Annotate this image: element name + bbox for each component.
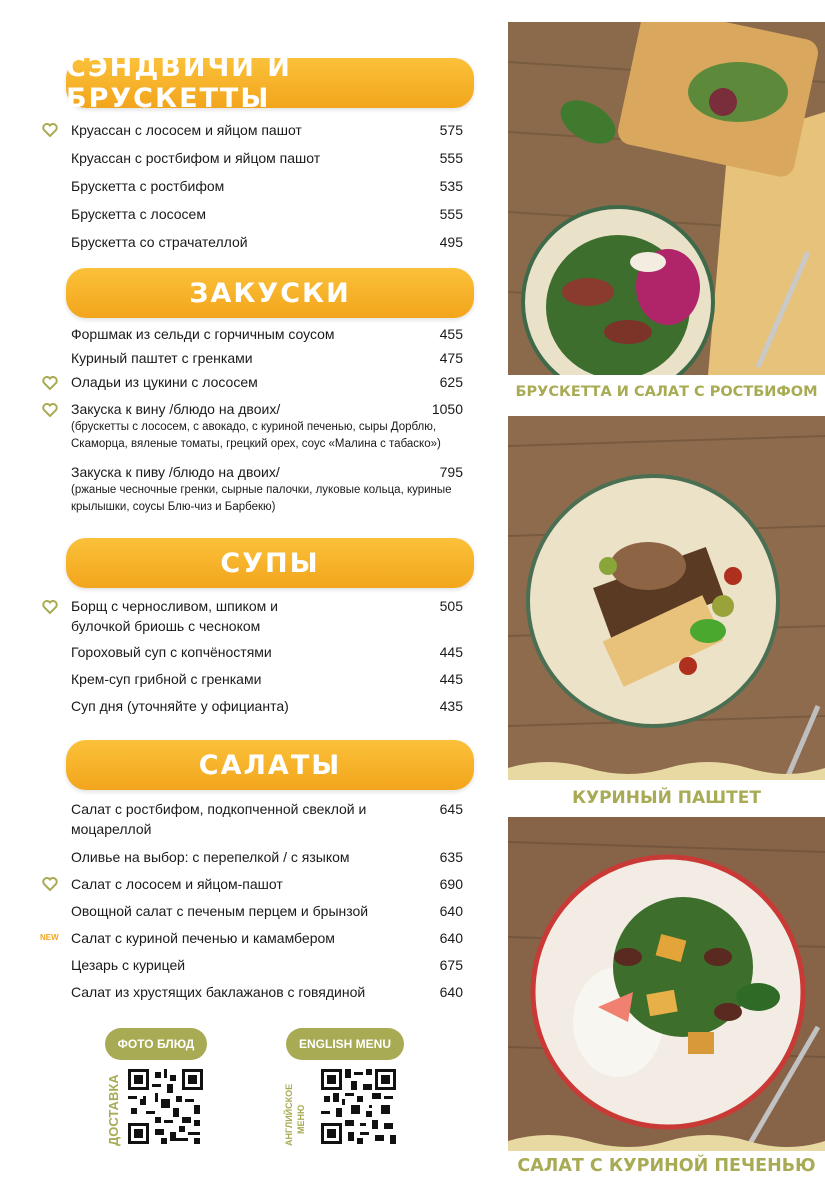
menu-item: Куриный паштет с гренками 475 [71, 350, 463, 366]
menu-item: Оладьи из цукини с лососем 625 [71, 374, 463, 390]
menu-item: Круассан с ростбифом и яйцом пашот 555 [71, 150, 463, 166]
menu-item: Салат с ростбифом, подкопченной свеклой и моцареллой 645 [71, 801, 463, 837]
menu-item: Салат с лососем и яйцом-пашот 690 [71, 876, 463, 892]
menu-item: Салат из хрустящих баклажанов с говядиной 640 [71, 984, 463, 1000]
menu-item: Овощной салат с печеным перцем и брынзой 640 [71, 903, 463, 919]
menu-item: Брускетта со страчателлой 495 [71, 234, 463, 250]
photo-menu-label: ФОТО БЛЮД [117, 1037, 195, 1051]
menu-item: Салат с куриной печенью и камамбером 640 [71, 930, 463, 946]
food-illustration [508, 817, 825, 1151]
heart-icon [42, 877, 58, 891]
food-illustration [508, 416, 825, 780]
section-header-soups [66, 538, 474, 588]
photo-chicken-pate [508, 416, 825, 780]
menu-item: Суп дня (уточняйте у официанта) 435 [71, 698, 463, 714]
section-title: ЗАКУСКИ [189, 277, 351, 309]
menu-item: Брускетта с лососем 555 [71, 206, 463, 222]
menu-item: Цезарь с курицей 675 [71, 957, 463, 973]
section-title: СЭНДВИЧИ И БРУСКЕТТЫ [66, 52, 292, 114]
heart-icon [42, 600, 58, 614]
english-menu-label: ENGLISH MENU [298, 1037, 391, 1051]
photo-menu-button[interactable] [105, 1028, 207, 1060]
english-vertical-label: АНГЛИЙСКОЕ МЕНЮ [284, 1083, 306, 1146]
photo-caption: КУРИНЫЙ ПАШТЕТ [572, 788, 761, 808]
photo-caption: САЛАТ С КУРИНОЙ ПЕЧЕНЬЮ [517, 1156, 816, 1176]
heart-icon [42, 376, 58, 390]
photo-caption: БРУСКЕТТА И САЛАТ С РОСТБИФОМ [515, 384, 818, 400]
delivery-vertical-label: ДОСТАВКА [106, 1074, 121, 1146]
qr-code-photo[interactable] [128, 1069, 203, 1144]
menu-item: Форшмак из сельди с горчичным соусом 455 [71, 326, 463, 342]
menu-item: Оливье на выбор: с перепелкой / с языком 635 [71, 849, 463, 865]
menu-item: Закуска к пиву /блюдо на двоих/ 795 (ржаные чесночные гренки, сырные палочки, луковые кольца, куриные крылышки, соусы Блю-чиз и Барбекю) [71, 464, 463, 513]
menu-item: Крем-суп грибной с гренками 445 [71, 671, 463, 687]
section-title: САЛАТЫ [198, 749, 342, 781]
menu-item: Гороховый суп с копчёностями 445 [71, 644, 463, 660]
section-header-snacks [66, 268, 474, 318]
qr-code-english[interactable] [321, 1069, 396, 1144]
menu-item: Борщ с черносливом, шпиком и булочкой бриошь с чесноком 505 [71, 598, 463, 634]
new-badge: NEW [40, 933, 59, 942]
heart-icon [42, 123, 58, 137]
section-header-sandwiches [66, 52, 474, 114]
heart-icon [42, 403, 58, 417]
menu-item: Круассан с лососем и яйцом пашот 575 [71, 122, 463, 138]
menu-item: Брускетта с ростбифом 535 [71, 178, 463, 194]
menu-item: Закуска к вину /блюдо на двоих/ 1050 (брускетты с лососем, с авокадо, с куриной печенью, сыры Дорблю, Скаморца, вяленые томаты, грецкий орех, соус «Малина с табаско») [71, 401, 463, 450]
english-menu-button[interactable] [286, 1028, 404, 1060]
photo-bruschetta-salad [508, 22, 825, 375]
photo-chicken-liver-salad [508, 817, 825, 1151]
food-illustration [508, 22, 825, 375]
section-title: СУПЫ [220, 547, 320, 579]
section-header-salads [66, 740, 474, 790]
